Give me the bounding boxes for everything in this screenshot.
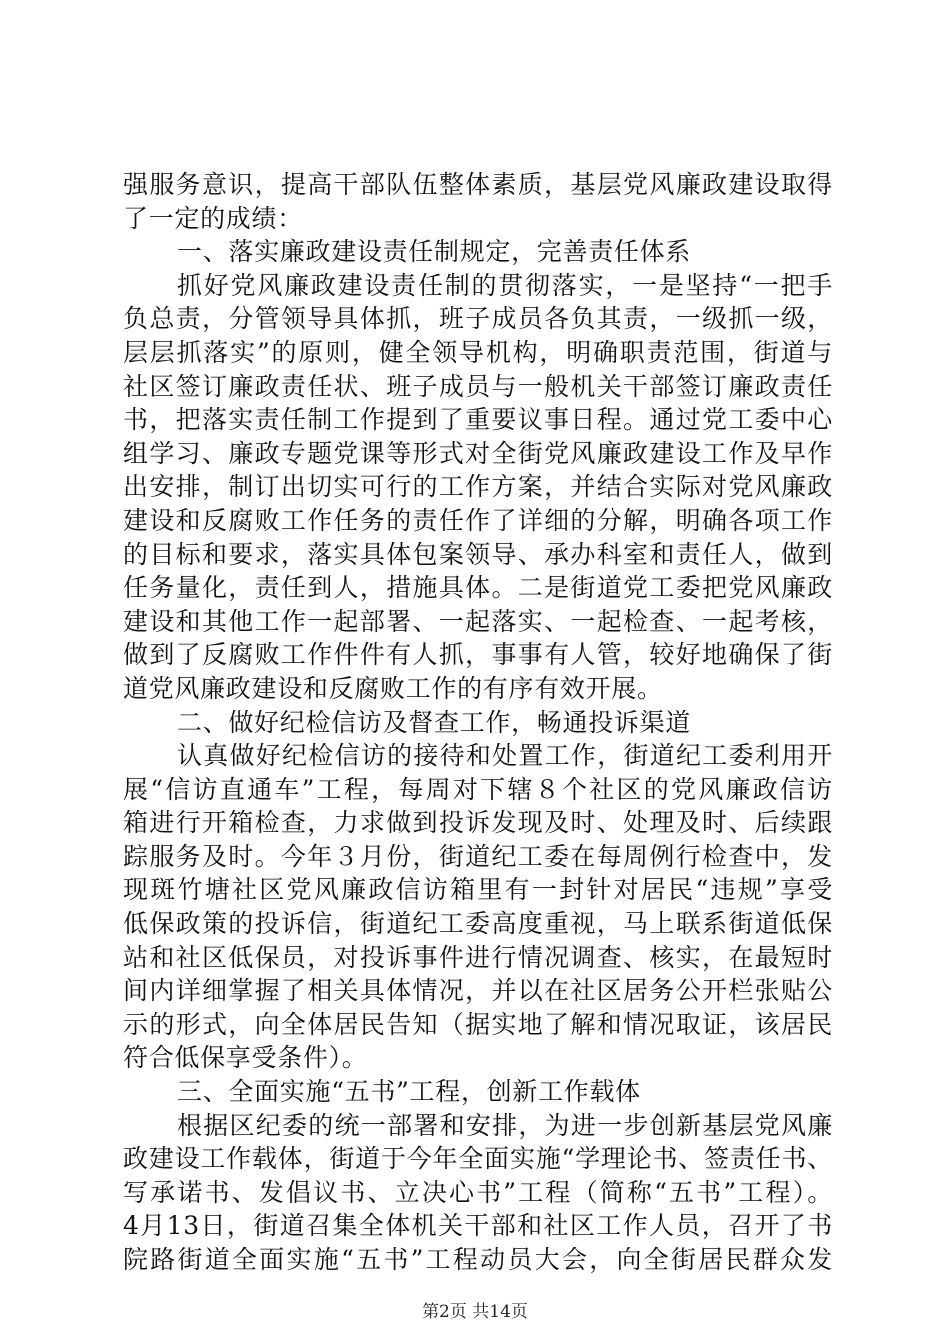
page-footer: 第2页 共14页 [422, 1302, 528, 1322]
text-line: 建设和反腐败工作任务的责任作了详细的分解，明确各项工作 [123, 505, 833, 535]
text-line: 组学习、廉政专题党课等形式对全街党风廉政建设工作及早作 [123, 438, 833, 468]
text-line: 强服务意识，提高干部队伍整体素质，基层党风廉政建设取得 [123, 170, 833, 199]
text-line: 4月13日，街道召集全体机关干部和社区工作人员，召开了书 [123, 1211, 833, 1241]
text-line: 抓好党风廉政建设责任制的贯彻落实，一是坚持“一把手 [177, 270, 833, 300]
text-line: 示的形式，向全体居民告知（据实地了解和情况取证，该居民 [123, 1009, 833, 1039]
text-line: 书，把落实责任制工作提到了重要议事日程。通过党工委中心 [123, 405, 833, 435]
text-line: 了一定的成绩： [123, 203, 303, 233]
text-line: 三、全面实施“五书”工程，创新工作载体 [177, 1077, 641, 1107]
text-line: 间内详细掌握了相关具体情况，并以在社区居务公开栏张贴公 [123, 976, 833, 1006]
text-line: 道党风廉政建设和反腐败工作的有序有效开展。 [123, 673, 663, 703]
text-line: 写承诺书、发倡议书、立决心书”工程（简称“五书”工程）。 [123, 1177, 833, 1207]
text-line: 出安排，制订出切实可行的工作方案，并结合实际对党风廉政 [123, 472, 833, 502]
text-line: 现斑竹塘社区党风廉政信访箱里有一封针对居民“违规”享受 [123, 875, 833, 905]
text-line: 低保政策的投诉信，街道纪工委高度重视，马上联系街道低保 [123, 909, 833, 939]
text-line: 负总责，分管领导具体抓，班子成员各负其责，一级抓一级， [123, 304, 833, 334]
text-line: 二、做好纪检信访及督查工作，畅通投诉渠道 [177, 707, 692, 737]
text-line: 院路街道全面实施“五书”工程动员大会，向全街居民群众发 [123, 1245, 833, 1274]
text-line: 一、落实廉政建设责任制规定，完善责任体系 [177, 237, 692, 267]
text-line: 展“信访直通车”工程，每周对下辖８个社区的党风廉政信访 [123, 774, 833, 804]
text-line: 任务量化，责任到人，措施具体。二是街道党工委把党风廉政 [123, 573, 833, 603]
text-line: 认真做好纪检信访的接待和处置工作，街道纪工委利用开 [177, 741, 833, 771]
text-line: 做到了反腐败工作件件有人抓，事事有人管，较好地确保了街 [123, 640, 833, 670]
text-line: 符合低保享受条件）。 [123, 1043, 368, 1073]
text-line: 箱进行开箱检查，力求做到投诉发现及时、处理及时、后续跟 [123, 808, 833, 838]
text-line: 站和社区低保员，对投诉事件进行情况调查、核实，在最短时 [123, 942, 833, 972]
text-line: 社区签订廉政责任状、班子成员与一般机关干部签订廉政责任 [123, 371, 833, 401]
text-line: 踪服务及时。今年３月份，街道纪工委在每周例行检查中，发 [123, 841, 833, 871]
text-line: 建设和其他工作一起部署、一起落实、一起检查、一起考核， [123, 606, 833, 636]
text-line: 层层抓落实”的原则，健全领导机构，明确职责范围，街道与 [123, 337, 833, 367]
text-line: 根据区纪委的统一部署和安排，为进一步创新基层党风廉 [177, 1110, 833, 1140]
text-line: 政建设工作载体，街道于今年全面实施“学理论书、签责任书、 [123, 1144, 833, 1174]
text-line: 的目标和要求，落实具体包案领导、承办科室和责任人，做到 [123, 539, 833, 569]
document-body [123, 168, 833, 1277]
